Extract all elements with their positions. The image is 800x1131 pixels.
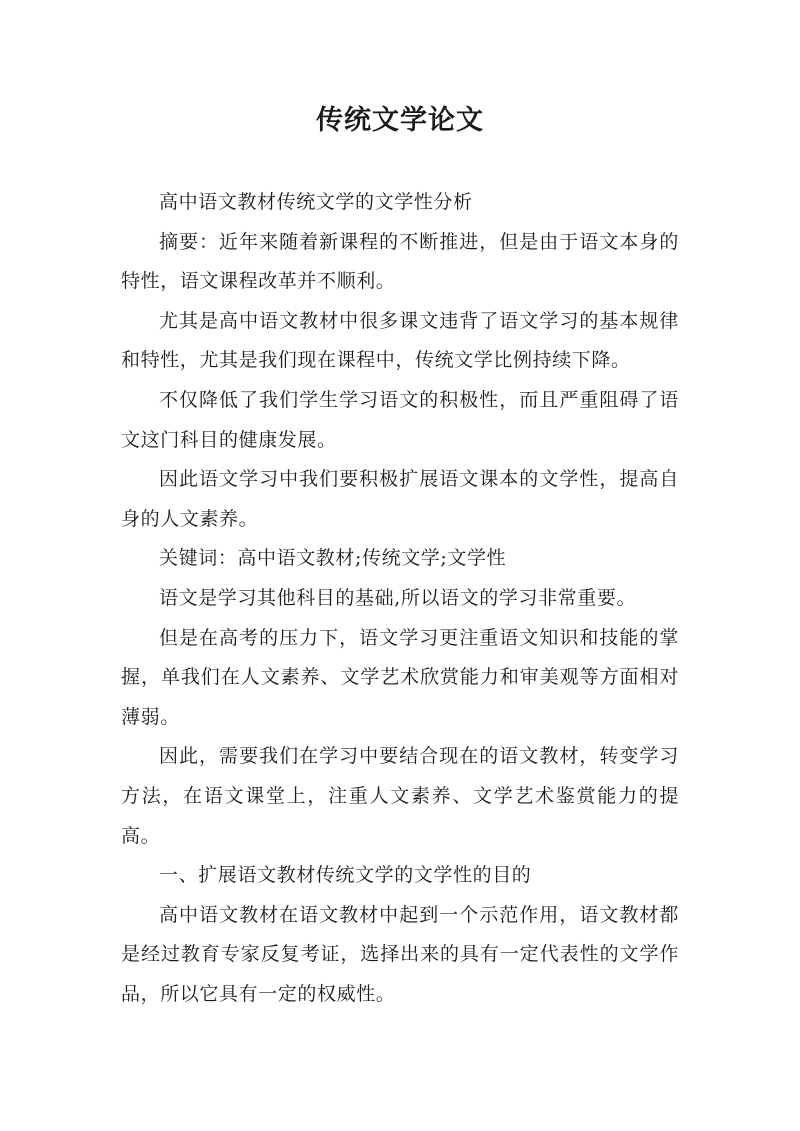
body-paragraph: 高中语文教材在语文教材中起到一个示范作用，语文教材都是经过教育专家反复考证，选择出来的具有一定代表性的文学作品，所以它具有一定的权威性。 [121, 903, 679, 1005]
body-paragraph: 不仅降低了我们学生学习语文的积极性，而且严重阻碍了语文这门科目的健康发展。 [121, 388, 679, 451]
body-paragraph: 但是在高考的压力下，语文学习更注重语文知识和技能的掌握，单我们在人文素养、文学艺术欣赏能力和审美观等方面相对薄弱。 [121, 626, 679, 728]
body-paragraph: 因此语文学习中我们要积极扩展语文课本的文学性，提高自身的人文素养。 [121, 468, 679, 530]
body-paragraph: 尤其是高中语文教材中很多课文违背了语文学习的基本规律和特性，尤其是我们现在课程中，传统文学比例持续下降。 [121, 309, 679, 372]
document-title: 传统文学论文 [316, 105, 484, 136]
body-paragraph: 因此，需要我们在学习中要结合现在的语文教材，转变学习方法，在语文课堂上，注重人文素养、文学艺术鉴赏能力的提高。 [121, 745, 679, 847]
section-heading: 一、扩展语文教材传统文学的文学性的目的 [159, 864, 532, 887]
body-paragraph: 语文是学习其他科目的基础,所以语文的学习非常重要。 [159, 586, 637, 609]
abstract-paragraph: 摘要：近年来随着新课程的不断推进，但是由于语文本身的特性，语文课程改革并不顺利。 [121, 230, 679, 293]
document-body [121, 183, 679, 1014]
keywords-paragraph: 关键词：高中语文教材;传统文学;文学性 [159, 547, 507, 570]
subtitle-paragraph: 高中语文教材传统文学的文学性分析 [159, 191, 473, 213]
